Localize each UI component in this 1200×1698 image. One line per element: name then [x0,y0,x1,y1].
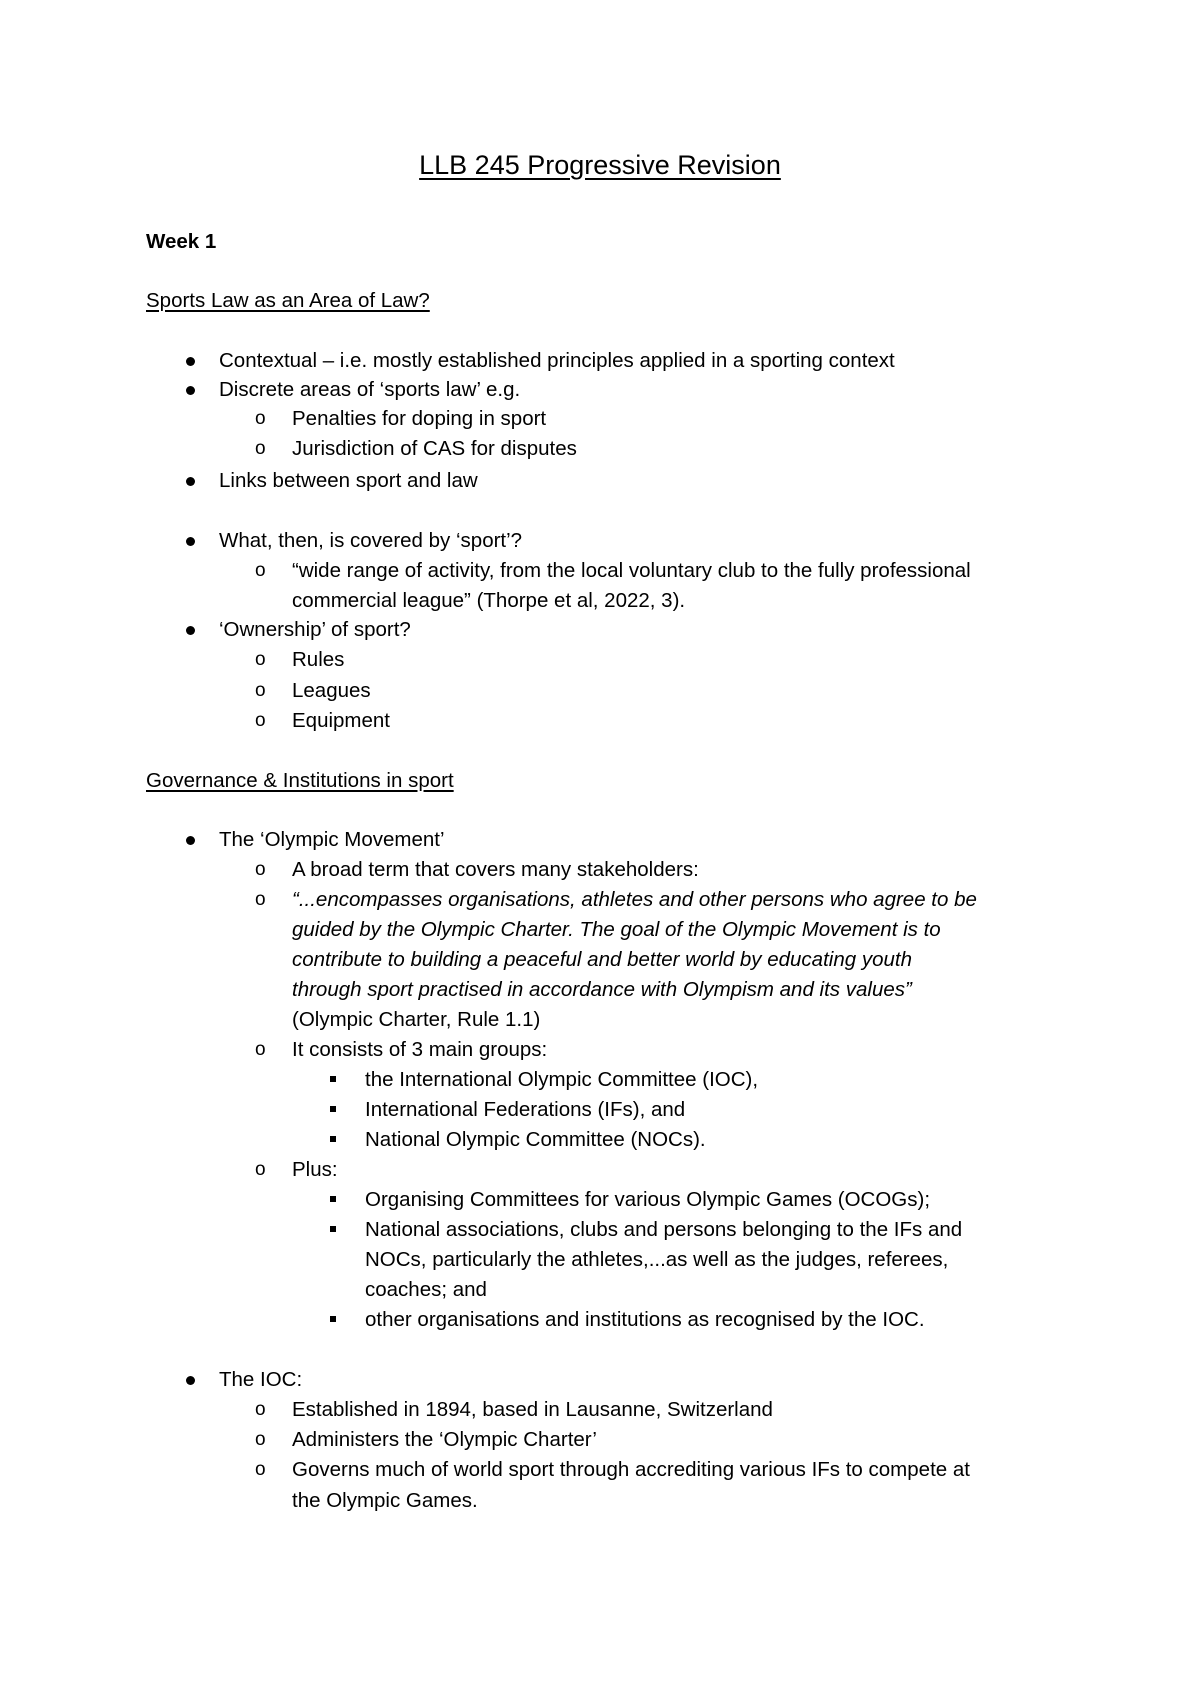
sub-list-item: Jurisdiction of CAS for disputes [292,437,577,460]
circle-bullet-icon: o [255,1459,266,1480]
circle-bullet-icon: o [255,1399,266,1420]
circle-bullet-icon: o [255,710,266,731]
circle-bullet-icon: o [255,1429,266,1450]
third-level-item: National associations, clubs and persons belonging to the IFs and [365,1218,963,1241]
circle-bullet-icon: o [255,1159,266,1180]
square-bullet-icon [330,1226,336,1232]
list-item: The ‘Olympic Movement’ [219,828,445,851]
quote-line: contribute to building a peaceful and better world by educating youth [292,948,912,971]
sub-list-item: Leagues [292,679,371,702]
sub-list-item: A broad term that covers many stakeholders: [292,858,699,881]
square-bullet-icon [330,1076,336,1082]
bullet-icon [186,386,195,395]
circle-bullet-icon: o [255,438,266,459]
week-heading: Week 1 [146,230,217,253]
sub-list-item: Administers the ‘Olympic Charter’ [292,1428,597,1451]
sub-list-item-continued: commercial league” (Thorpe et al, 2022, 3). [292,589,686,612]
sub-list-item: Equipment [292,709,391,732]
bullet-icon [186,477,195,486]
square-bullet-icon [330,1106,336,1112]
square-bullet-icon [330,1316,336,1322]
sub-list-item-continued: the Olympic Games. [292,1489,478,1512]
third-level-item: other organisations and institutions as recognised by the IOC. [365,1308,925,1331]
square-bullet-icon [330,1136,336,1142]
circle-bullet-icon: o [255,680,266,701]
list-item: Discrete areas of ‘sports law’ e.g. [219,378,521,401]
third-level-item: Organising Committees for various Olympic Games (OCOGs); [365,1188,931,1211]
sub-list-item: Plus: [292,1158,338,1181]
quote-line: through sport practised in accordance with Olympism and its values” [292,978,912,1001]
quote-line: “...encompasses organisations, athletes and other persons who agree to be [292,888,977,911]
list-item: What, then, is covered by ‘sport’? [219,529,523,552]
bullet-icon [186,537,195,546]
bullet-icon [186,626,195,635]
third-level-item: National Olympic Committee (NOCs). [365,1128,706,1151]
third-level-item: International Federations (IFs), and [365,1098,686,1121]
document-title: LLB 245 Progressive Revision [419,150,781,180]
list-item: Links between sport and law [219,469,478,492]
sub-list-item: Governs much of world sport through accrediting various IFs to compete at [292,1458,970,1481]
sub-list-item: “wide range of activity, from the local voluntary club to the fully professional [292,559,971,582]
third-level-item-continued: coaches; and [365,1278,487,1301]
sub-list-item: Rules [292,648,345,671]
sub-list-item: Established in 1894, based in Lausanne, Switzerland [292,1398,773,1421]
square-bullet-icon [330,1196,336,1202]
list-item: ‘Ownership’ of sport? [219,618,411,641]
third-level-item-continued: NOCs, particularly the athletes,...as well as the judges, referees, [365,1248,949,1271]
list-item: The IOC: [219,1368,303,1391]
bullet-icon [186,1376,195,1385]
circle-bullet-icon: o [255,859,266,880]
bullet-icon [186,357,195,366]
circle-bullet-icon: o [255,408,266,429]
list-item: Contextual – i.e. mostly established principles applied in a sporting context [219,349,895,372]
sub-list-item: Penalties for doping in sport [292,407,547,430]
bullet-icon [186,836,195,845]
circle-bullet-icon: o [255,889,266,910]
quote-line: guided by the Olympic Charter. The goal of the Olympic Movement is to [292,918,941,941]
quote-citation: (Olympic Charter, Rule 1.1) [292,1008,541,1031]
section-heading-sports-law: Sports Law as an Area of Law? [146,289,430,312]
circle-bullet-icon: o [255,1039,266,1060]
sub-list-item: It consists of 3 main groups: [292,1038,548,1061]
circle-bullet-icon: o [255,560,266,581]
section-heading-governance: Governance & Institutions in sport [146,769,454,792]
circle-bullet-icon: o [255,649,266,670]
third-level-item: the International Olympic Committee (IOC), [365,1068,759,1091]
